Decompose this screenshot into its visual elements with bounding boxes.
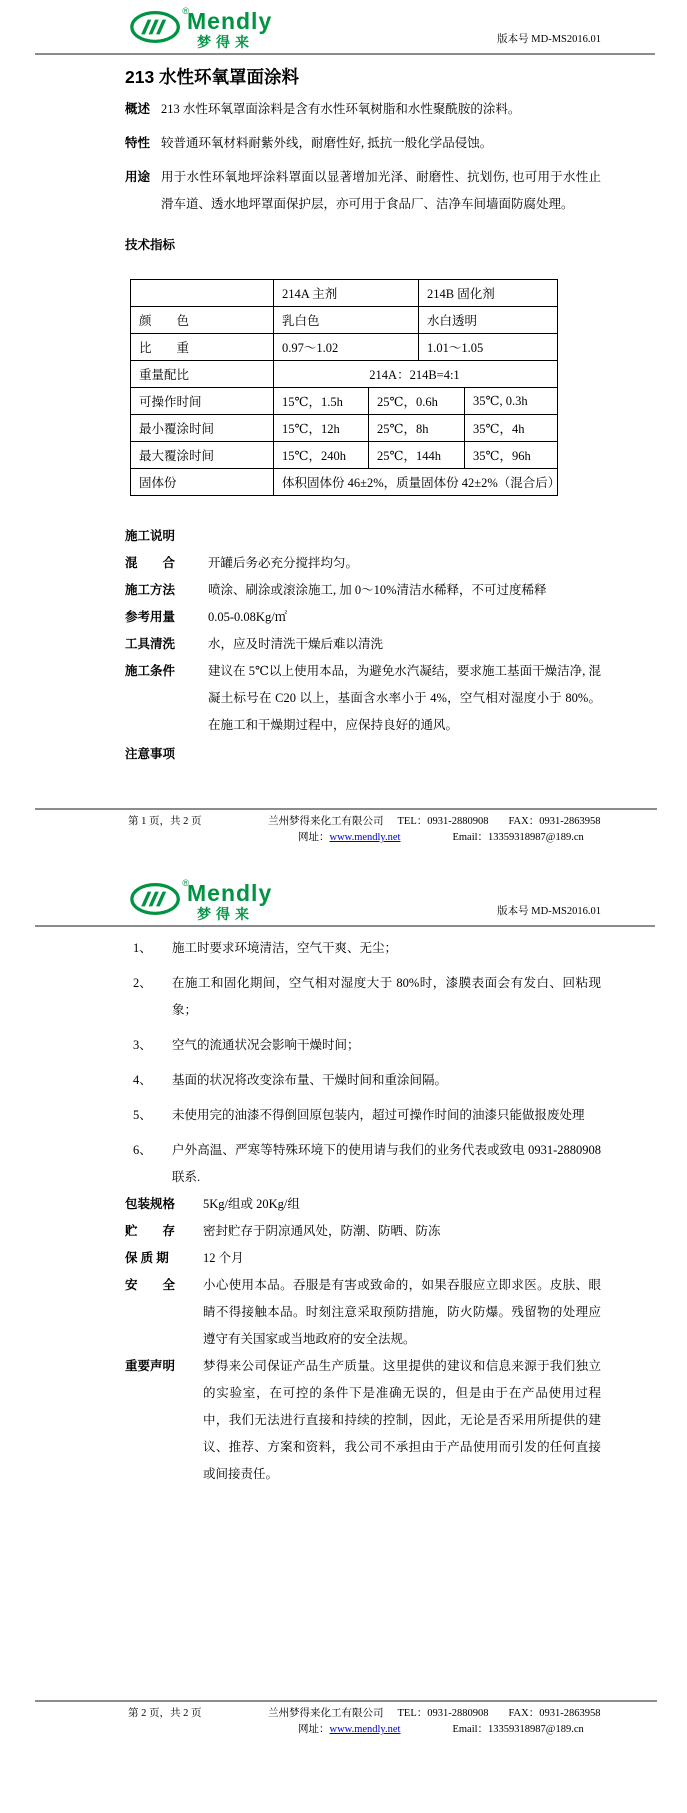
page-number: 第 1 页，共 2 页: [128, 816, 202, 827]
row-label: 参考用量: [125, 610, 176, 624]
tel-label: TEL：0931-2880908: [397, 816, 489, 827]
page-footer: [128, 1706, 659, 1738]
row-label: 固体份: [139, 476, 177, 490]
table-row-min-recoat: [131, 414, 557, 441]
website-label: 网址：: [298, 1724, 330, 1735]
row-label: 工具清洗: [125, 637, 176, 651]
note-item: [125, 1137, 601, 1191]
table-row-ratio: [131, 360, 557, 387]
info-row-storage: [125, 1218, 601, 1245]
value-15c: 15℃，240h: [273, 442, 368, 468]
table-row-solids: [131, 468, 561, 495]
footer-line-1: [268, 814, 659, 830]
page-header: [0, 0, 687, 52]
section-text: 用于水性环氧地坪涂料罩面以显著增加光泽、耐磨性、抗划伤, 也可用于水性止滑车道、透水地坪罩面保护层，亦可用于食品厂、洁净车间墙面防腐处理。: [161, 170, 601, 211]
table-cell-component-b: 214B 固化剂: [418, 280, 557, 306]
row-text: 小心使用本品。吞服是有害或致命的，如果吞服应立即求医。皮肤、眼睛不得接触本品。时刻注意采取预防措施，防火防爆。残留物的处理应遵守有关国家或当地政府的安全法规。: [203, 1278, 601, 1346]
note-text: 未使用完的油漆不得倒回原包装内，超过可操作时间的油漆只能做报废处理: [172, 1108, 585, 1122]
page-number: 第 2 页，共 2 页: [128, 1708, 202, 1719]
footer-contact-block: [268, 814, 659, 846]
row-label: 施工条件: [125, 664, 176, 678]
brand-name-cn: 梦得来: [197, 34, 254, 50]
value-35c: 35℃, 0.3h: [464, 388, 557, 414]
notes-list: [0, 935, 687, 1191]
note-item: [125, 1067, 601, 1094]
note-item: [125, 970, 601, 1024]
row-text: 喷涂、刷涂或滚涂施工, 加 0～10%清洁水稀释，不可过度稀释: [208, 583, 547, 597]
section-text: 较普通环氧材料耐紫外线，耐磨性好, 抵抗一般化学品侵蚀。: [161, 136, 493, 150]
fax-label: FAX：0931-2863958: [508, 816, 601, 827]
note-number: 2、: [133, 976, 152, 990]
value-15c: 15℃，12h: [273, 415, 368, 441]
table-row-color: [131, 306, 557, 333]
email-label: Email：13359318987@189.cn: [452, 1724, 584, 1735]
note-item: [125, 1032, 601, 1059]
row-label: 颜 色: [139, 314, 190, 328]
spec-table: [130, 279, 561, 496]
construction-row-conditions: [125, 658, 601, 739]
construction-heading: 施工说明: [125, 529, 176, 543]
row-text: 5Kg/组或 20Kg/组: [203, 1197, 300, 1211]
brand-name: Mendly: [187, 8, 273, 34]
email-label: Email：13359318987@189.cn: [452, 832, 584, 843]
website-link[interactable]: www.mendly.net: [329, 832, 401, 843]
page-header: [0, 872, 687, 924]
row-label: 重量配比: [139, 368, 190, 382]
brand-text-block: [187, 10, 272, 49]
section-overview: [125, 96, 601, 123]
table-row-max-recoat: [131, 441, 557, 468]
section-label: 概述: [125, 102, 151, 116]
footer-rule: [35, 1700, 657, 1702]
row-label: 混 合: [125, 556, 176, 570]
version-label: 版本号 MD-MS2016.01: [497, 34, 601, 45]
row-text: 12 个月: [203, 1251, 244, 1265]
company-name: 兰州梦得来化工有限公司: [268, 1708, 384, 1719]
row-label: 安 全: [125, 1278, 176, 1292]
registered-mark: ®: [182, 6, 189, 16]
info-row-shelf-life: [125, 1245, 601, 1272]
construction-row-cleaning: [125, 631, 601, 658]
footer-line-2: [268, 1722, 659, 1738]
note-number: 4、: [133, 1073, 152, 1087]
row-label: 重要声明: [125, 1359, 176, 1373]
info-row-safety: [125, 1272, 601, 1353]
row-label: 可操作时间: [139, 395, 202, 409]
footer-rule: [35, 808, 657, 810]
brand-name-cn: 梦得来: [197, 906, 254, 922]
brand-text-block: [187, 882, 272, 921]
brand-logo: [130, 6, 273, 50]
note-number: 3、: [133, 1038, 152, 1052]
construction-row-dosage: [125, 604, 601, 631]
brand-name: Mendly: [187, 880, 273, 906]
registered-mark: ®: [182, 878, 189, 888]
value-span: 214A：214B=4:1: [273, 361, 557, 387]
table-cell-blank: [131, 280, 273, 306]
value-a: 乳白色: [273, 307, 418, 333]
notes-heading: 注意事项: [125, 747, 176, 761]
logo-emblem: [130, 878, 189, 920]
website-link[interactable]: www.mendly.net: [329, 1724, 401, 1735]
tech-specs-heading: 技术指标: [125, 238, 176, 252]
note-text: 空气的流通状况会影响干燥时间；: [172, 1038, 360, 1052]
note-text: 在施工和固化期间，空气相对湿度大于 80%时，漆膜表面会有发白、回粘现象；: [172, 976, 601, 1017]
value-35c: 35℃，4h: [464, 415, 557, 441]
info-row-disclaimer: [125, 1353, 601, 1488]
value-b: 1.01～1.05: [418, 334, 557, 360]
row-text: 建议在 5℃以上使用本品，为避免水汽凝结，要求施工基面干燥洁净, 混凝土标号在 C20 以上，基面含水率小于 4%，空气相对湿度小于 80%。在施工和干燥期过程中，应保持良好的通风。: [208, 664, 601, 732]
row-label: 最大覆涂时间: [139, 449, 215, 463]
value-b: 水白透明: [418, 307, 557, 333]
row-text: 0.05-0.08Kg/㎡: [208, 610, 288, 624]
section-usage: [125, 164, 601, 218]
value-15c: 15℃，1.5h: [273, 388, 368, 414]
logo-emblem-icon: [130, 882, 182, 916]
footer-line-2: [268, 830, 659, 846]
section-label: 用途: [125, 170, 151, 184]
note-number: 1、: [133, 941, 152, 955]
value-a: 0.97～1.02: [273, 334, 418, 360]
section-label: 特性: [125, 136, 151, 150]
page-title: 213 水性环氧罩面涂料: [125, 67, 300, 87]
row-label: 保 质 期: [125, 1251, 169, 1265]
info-row-packaging: [125, 1191, 601, 1218]
page-1: [0, 0, 687, 846]
row-label: 贮 存: [125, 1224, 176, 1238]
row-text: 开罐后务必充分搅拌均匀。: [208, 556, 359, 570]
row-label: 比 重: [139, 341, 190, 355]
note-item: [125, 1102, 601, 1129]
version-label: 版本号 MD-MS2016.01: [497, 906, 601, 917]
value-25c: 25℃，8h: [368, 415, 464, 441]
row-text: 梦得来公司保证产品生产质量。这里提供的建议和信息来源于我们独立的实验室，在可控的条件下是准确无误的，但是由于在产品使用过程中，我们无法进行直接和持续的控制，因此，无论是否采用所提供的建议、推荐、方案和资料，我公司不承担由于产品使用而引发的任何直接或间接责任。: [203, 1359, 601, 1481]
table-cell-component-a: 214A 主剂: [273, 280, 418, 306]
logo-emblem-icon: [130, 10, 182, 44]
construction-row-mixing: [125, 550, 601, 577]
note-text: 施工时要求环境清洁，空气干爽、无尘；: [172, 941, 398, 955]
note-item: [125, 935, 601, 962]
table-header-row: [131, 280, 557, 306]
row-text: 水，应及时清洗干燥后难以清洗: [208, 637, 384, 651]
footer-line-1: [268, 1706, 659, 1722]
page-footer: [128, 814, 659, 846]
page-2: [0, 872, 687, 1813]
row-label: 施工方法: [125, 583, 176, 597]
brand-logo: [130, 878, 273, 922]
value-span: 体积固体份 46±2%，质量固体份 42±2%（混合后）: [273, 469, 557, 495]
website-label: 网址：: [298, 832, 330, 843]
section-text: 213 水性环氧罩面涂料是含有水性环氧树脂和水性聚酰胺的涂料。: [161, 102, 521, 116]
header-rule: [35, 925, 655, 927]
value-35c: 35℃，96h: [464, 442, 557, 468]
note-number: 5、: [133, 1108, 152, 1122]
footer-contact-block: [268, 1706, 659, 1738]
row-label: 最小覆涂时间: [139, 422, 215, 436]
row-text: 密封贮存于阴凉通风处，防潮、防晒、防冻: [203, 1224, 441, 1238]
company-name: 兰州梦得来化工有限公司: [268, 816, 384, 827]
row-label: 包装规格: [125, 1197, 176, 1211]
value-25c: 25℃，0.6h: [368, 388, 464, 414]
table-row-gravity: [131, 333, 557, 360]
value-25c: 25℃，144h: [368, 442, 464, 468]
note-text: 户外高温、严寒等特殊环境下的使用请与我们的业务代表或致电 0931-2880908 联系.: [172, 1143, 601, 1184]
note-number: 6、: [133, 1143, 152, 1157]
section-features: [125, 130, 601, 157]
fax-label: FAX：0931-2863958: [508, 1708, 601, 1719]
table-row-pot-life: [131, 387, 557, 414]
tel-label: TEL：0931-2880908: [397, 1708, 489, 1719]
header-rule: [35, 53, 655, 55]
note-text: 基面的状况将改变涂布量、干燥时间和重涂间隔。: [172, 1073, 448, 1087]
logo-emblem: [130, 6, 189, 48]
construction-row-method: [125, 577, 601, 604]
